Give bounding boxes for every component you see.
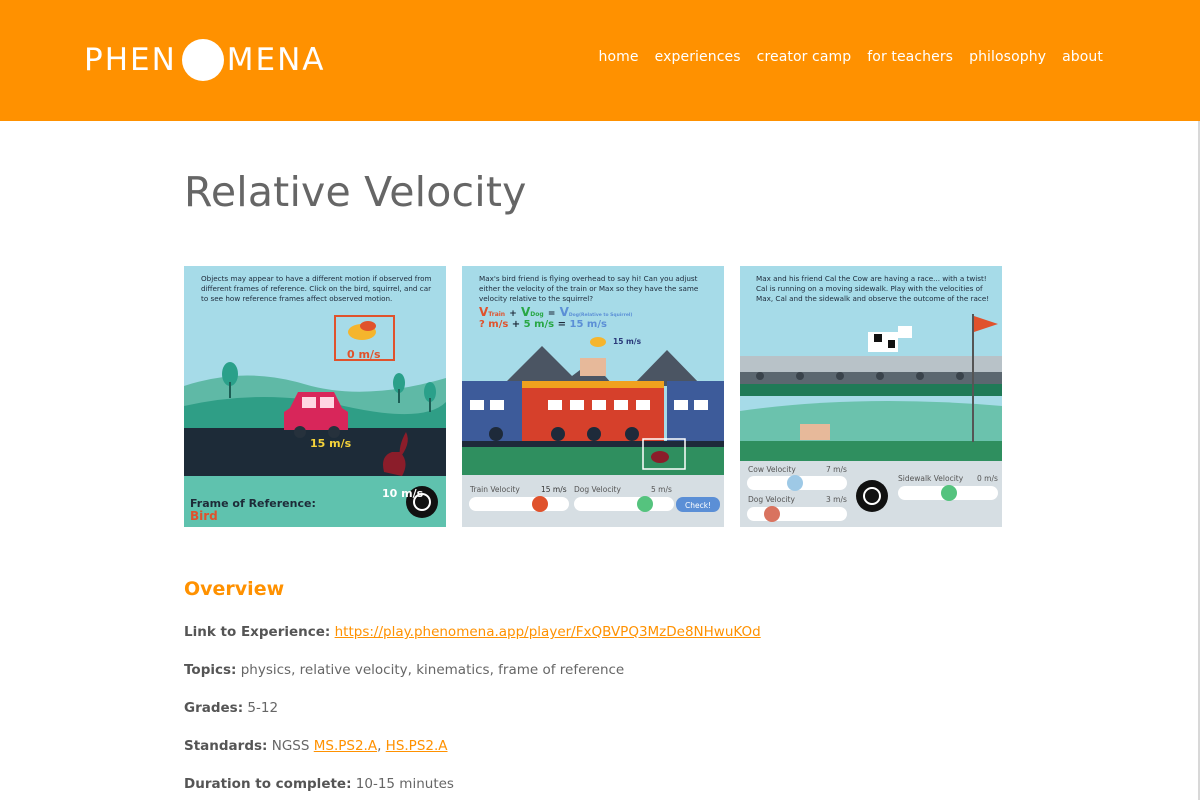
scene-3-instructions: Max and his friend Cal the Cow are having a race... with a twist! Cal is running on a moving sidewalk. Play with the velocities of Max, Cal and the sidewalk and observe the outcome of the race!	[756, 274, 990, 303]
grades-row	[184, 700, 278, 716]
nav-philosophy[interactable]: philosophy	[969, 49, 1047, 65]
site-header	[0, 0, 1200, 121]
train-velocity-value: 15 m/s	[541, 485, 567, 494]
v-dog-symbol: V	[521, 305, 531, 319]
scene-3-illustration	[740, 266, 1002, 527]
nav-about[interactable]: about	[1062, 49, 1103, 65]
standards-label: Standards:	[184, 738, 268, 754]
page-title: Relative Velocity	[184, 168, 527, 216]
equals-sign: =	[547, 309, 556, 319]
dog-velocity-label-3: Dog Velocity	[748, 495, 795, 504]
plus-sign-2: +	[511, 319, 521, 330]
plus-sign: +	[509, 309, 517, 319]
equals-sign-2: =	[557, 319, 567, 330]
overview-heading: Overview	[184, 578, 285, 600]
nav-creator-camp[interactable]: creator camp	[756, 49, 852, 65]
train-velocity-label: Train Velocity	[470, 485, 520, 494]
check-button[interactable]: Check!	[685, 501, 712, 510]
v-dog-subscript: Dog	[530, 311, 544, 318]
logo-circle-icon	[182, 39, 224, 81]
cow-velocity-value: 7 m/s	[826, 465, 847, 474]
site-logo[interactable]	[84, 38, 326, 82]
dog-velocity-label: Dog Velocity	[574, 485, 621, 494]
velocity-values	[479, 319, 607, 330]
duration-row	[184, 776, 454, 792]
main-nav	[583, 49, 1103, 65]
sidewalk-velocity-value: 0 m/s	[977, 474, 998, 483]
standard-link-hs-ps2a[interactable]: HS.PS2.A	[385, 738, 448, 754]
squirrel-speed-label: 10 m/s	[382, 487, 424, 500]
relative-velocity-value: 15 m/s	[569, 319, 607, 330]
v-train-symbol: V	[479, 305, 489, 319]
standards-prefix: NGSS	[271, 738, 310, 754]
cow-velocity-label: Cow Velocity	[748, 465, 796, 474]
sidewalk-velocity-label: Sidewalk Velocity	[898, 474, 964, 483]
nav-experiences[interactable]: experiences	[654, 49, 741, 65]
frame-of-reference-label: Frame of Reference:	[190, 497, 316, 510]
duration-value: 10-15 minutes	[355, 776, 454, 792]
experience-link[interactable]: https://play.phenomena.app/player/FxQBVPQ3MzDe8NHwuKOd	[334, 624, 761, 640]
v-relative-symbol: V	[559, 305, 569, 319]
grades-label: Grades:	[184, 700, 244, 716]
link-label: Link to Experience:	[184, 624, 331, 640]
logo-text-left: PHEN	[84, 42, 177, 78]
nav-for-teachers[interactable]: for teachers	[867, 49, 954, 65]
screenshot-train-velocity[interactable]	[462, 266, 724, 527]
frame-of-reference-value: Bird	[190, 509, 218, 523]
standard-link-ms-ps2a[interactable]: MS.PS2.A	[313, 738, 378, 754]
velocity-equation	[479, 305, 719, 319]
dog-velocity-value: 5 m/s	[523, 319, 555, 330]
link-row	[184, 624, 761, 640]
bird-speed-label-2: 15 m/s	[613, 337, 642, 346]
v-train-subscript: Train	[488, 311, 506, 318]
bird-speed-label: 0 m/s	[347, 348, 381, 361]
nav-home[interactable]: home	[598, 49, 639, 65]
v-relative-subscript: Dog(Relative to Squirrel)	[568, 313, 633, 318]
topics-row	[184, 662, 624, 678]
scene-2-instructions: Max's bird friend is flying overhead to say hi! Can you adjust either the velocity of the train or Max so they have the same velocity relative to the squirrel?	[479, 274, 699, 303]
grades-value: 5-12	[247, 700, 279, 716]
car-speed-label: 15 m/s	[310, 437, 352, 450]
topics-value: physics, relative velocity, kinematics, frame of reference	[240, 662, 625, 678]
scene-1-instructions: Objects may appear to have a different motion if observed from different frames of reference. Click on the bird, squirrel, and car to see how reference frames affect observed motion.	[201, 274, 432, 303]
screenshot-frame-of-reference[interactable]	[184, 266, 446, 527]
duration-label: Duration to complete:	[184, 776, 352, 792]
topics-label: Topics:	[184, 662, 237, 678]
logo-text-right: MENA	[226, 42, 326, 78]
dog-velocity-value-3: 3 m/s	[826, 495, 847, 504]
standards-separator: ,	[377, 738, 382, 754]
standards-row	[184, 738, 448, 754]
dog-velocity-slider-value: 5 m/s	[651, 485, 672, 494]
train-velocity-unknown: ? m/s	[479, 319, 509, 330]
screenshot-moving-sidewalk[interactable]	[740, 266, 1002, 527]
